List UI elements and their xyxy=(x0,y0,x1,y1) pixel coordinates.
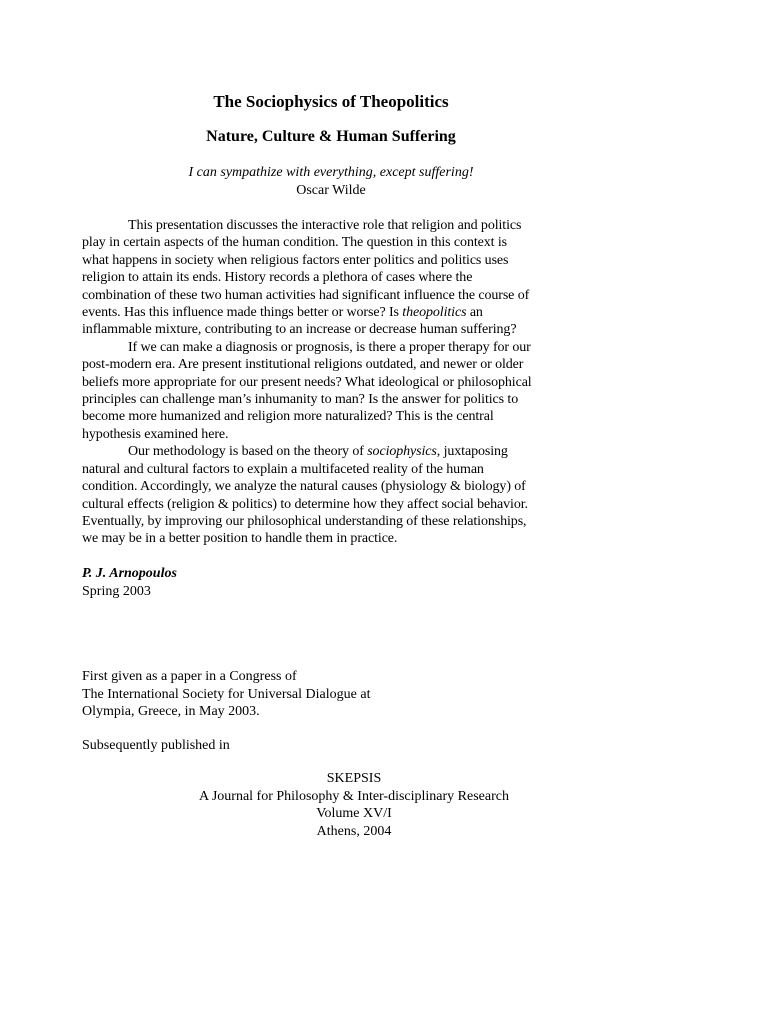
text-segment: Our methodology is based on the theory of xyxy=(128,444,368,460)
text-line: beliefs more appropriate for our present needs? What ideological or philosophical xyxy=(82,374,532,390)
text-segment: , juxtaposing xyxy=(436,444,508,460)
emphasis-sociophysics: sociophysics xyxy=(367,444,437,460)
text-line: natural and cultural factors to explain a multifaceted reality of the human xyxy=(82,461,484,477)
paragraph-3 xyxy=(82,443,582,547)
text-line: religion to attain its ends. History records a plethora of cases where the xyxy=(82,270,473,286)
journal-volume: Volume XV/I xyxy=(316,806,392,822)
epigraph xyxy=(0,164,662,200)
text-line: hypothesis examined here. xyxy=(82,426,229,442)
text-line: condition. Accordingly, we analyze the natural causes (physiology & biology) of xyxy=(82,479,526,495)
publication-note-line: The International Society for Universal Dialogue at xyxy=(82,686,371,702)
text-line: combination of these two human activities had significant influence the course of xyxy=(82,287,530,303)
text-line: This presentation discusses the interactive role that religion and politics xyxy=(128,218,522,233)
document-title: The Sociophysics of Theopolitics xyxy=(213,92,449,111)
text-line: play in certain aspects of the human condition. The question in this context is xyxy=(82,235,507,251)
publication-note-line: Olympia, Greece, in May 2003. xyxy=(82,704,260,720)
journal-name: SKEPSIS xyxy=(326,771,382,786)
text-line: we may be in a better position to handle them in practice. xyxy=(82,531,398,547)
paragraph-2 xyxy=(82,339,582,443)
text-line: cultural effects (religion & politics) to determine how they affect social behavior. xyxy=(82,496,528,512)
text-line xyxy=(82,443,582,460)
text-line: If we can make a diagnosis or prognosis, is there a proper therapy for our xyxy=(128,339,531,355)
signature xyxy=(82,565,177,601)
text-segment: an xyxy=(466,305,483,321)
emphasis-theopolitics: theopolitics xyxy=(402,305,467,321)
text-line: post-modern era. Are present institutional religions outdated, and newer or older xyxy=(82,357,524,373)
journal-description: A Journal for Philosophy & Inter-disciplinary Research xyxy=(199,788,509,804)
text-line: inflammable mixture, contributing to an increase or decrease human suffering? xyxy=(82,322,517,338)
body-text xyxy=(82,217,582,548)
text-line: become more humanized and religion more naturalized? This is the central xyxy=(82,409,494,425)
epigraph-author: Oscar Wilde xyxy=(296,183,366,198)
author-name: P. J. Arnopoulos xyxy=(82,566,177,581)
published-in-label: Subsequently published in xyxy=(82,738,230,753)
paragraph-1 xyxy=(82,217,582,339)
text-line: Eventually, by improving our philosophical understanding of these relationships, xyxy=(82,513,527,529)
journal-citation xyxy=(0,770,708,840)
signature-date: Spring 2003 xyxy=(82,584,151,599)
epigraph-quote: I can sympathize with everything, except suffering! xyxy=(188,165,474,180)
document-subtitle: Nature, Culture & Human Suffering xyxy=(206,128,456,145)
text-line: principles can challenge man’s inhumanity to man? Is the answer for politics to xyxy=(82,392,519,408)
text-segment: events. Has this influence made things better or worse? Is xyxy=(82,305,403,321)
journal-place-year: Athens, 2004 xyxy=(316,823,392,839)
publication-note xyxy=(82,668,370,721)
text-line xyxy=(82,304,582,321)
text-line: what happens in society when religious factors enter politics and politics uses xyxy=(82,252,509,268)
publication-note-line: First given as a paper in a Congress of xyxy=(82,669,297,684)
